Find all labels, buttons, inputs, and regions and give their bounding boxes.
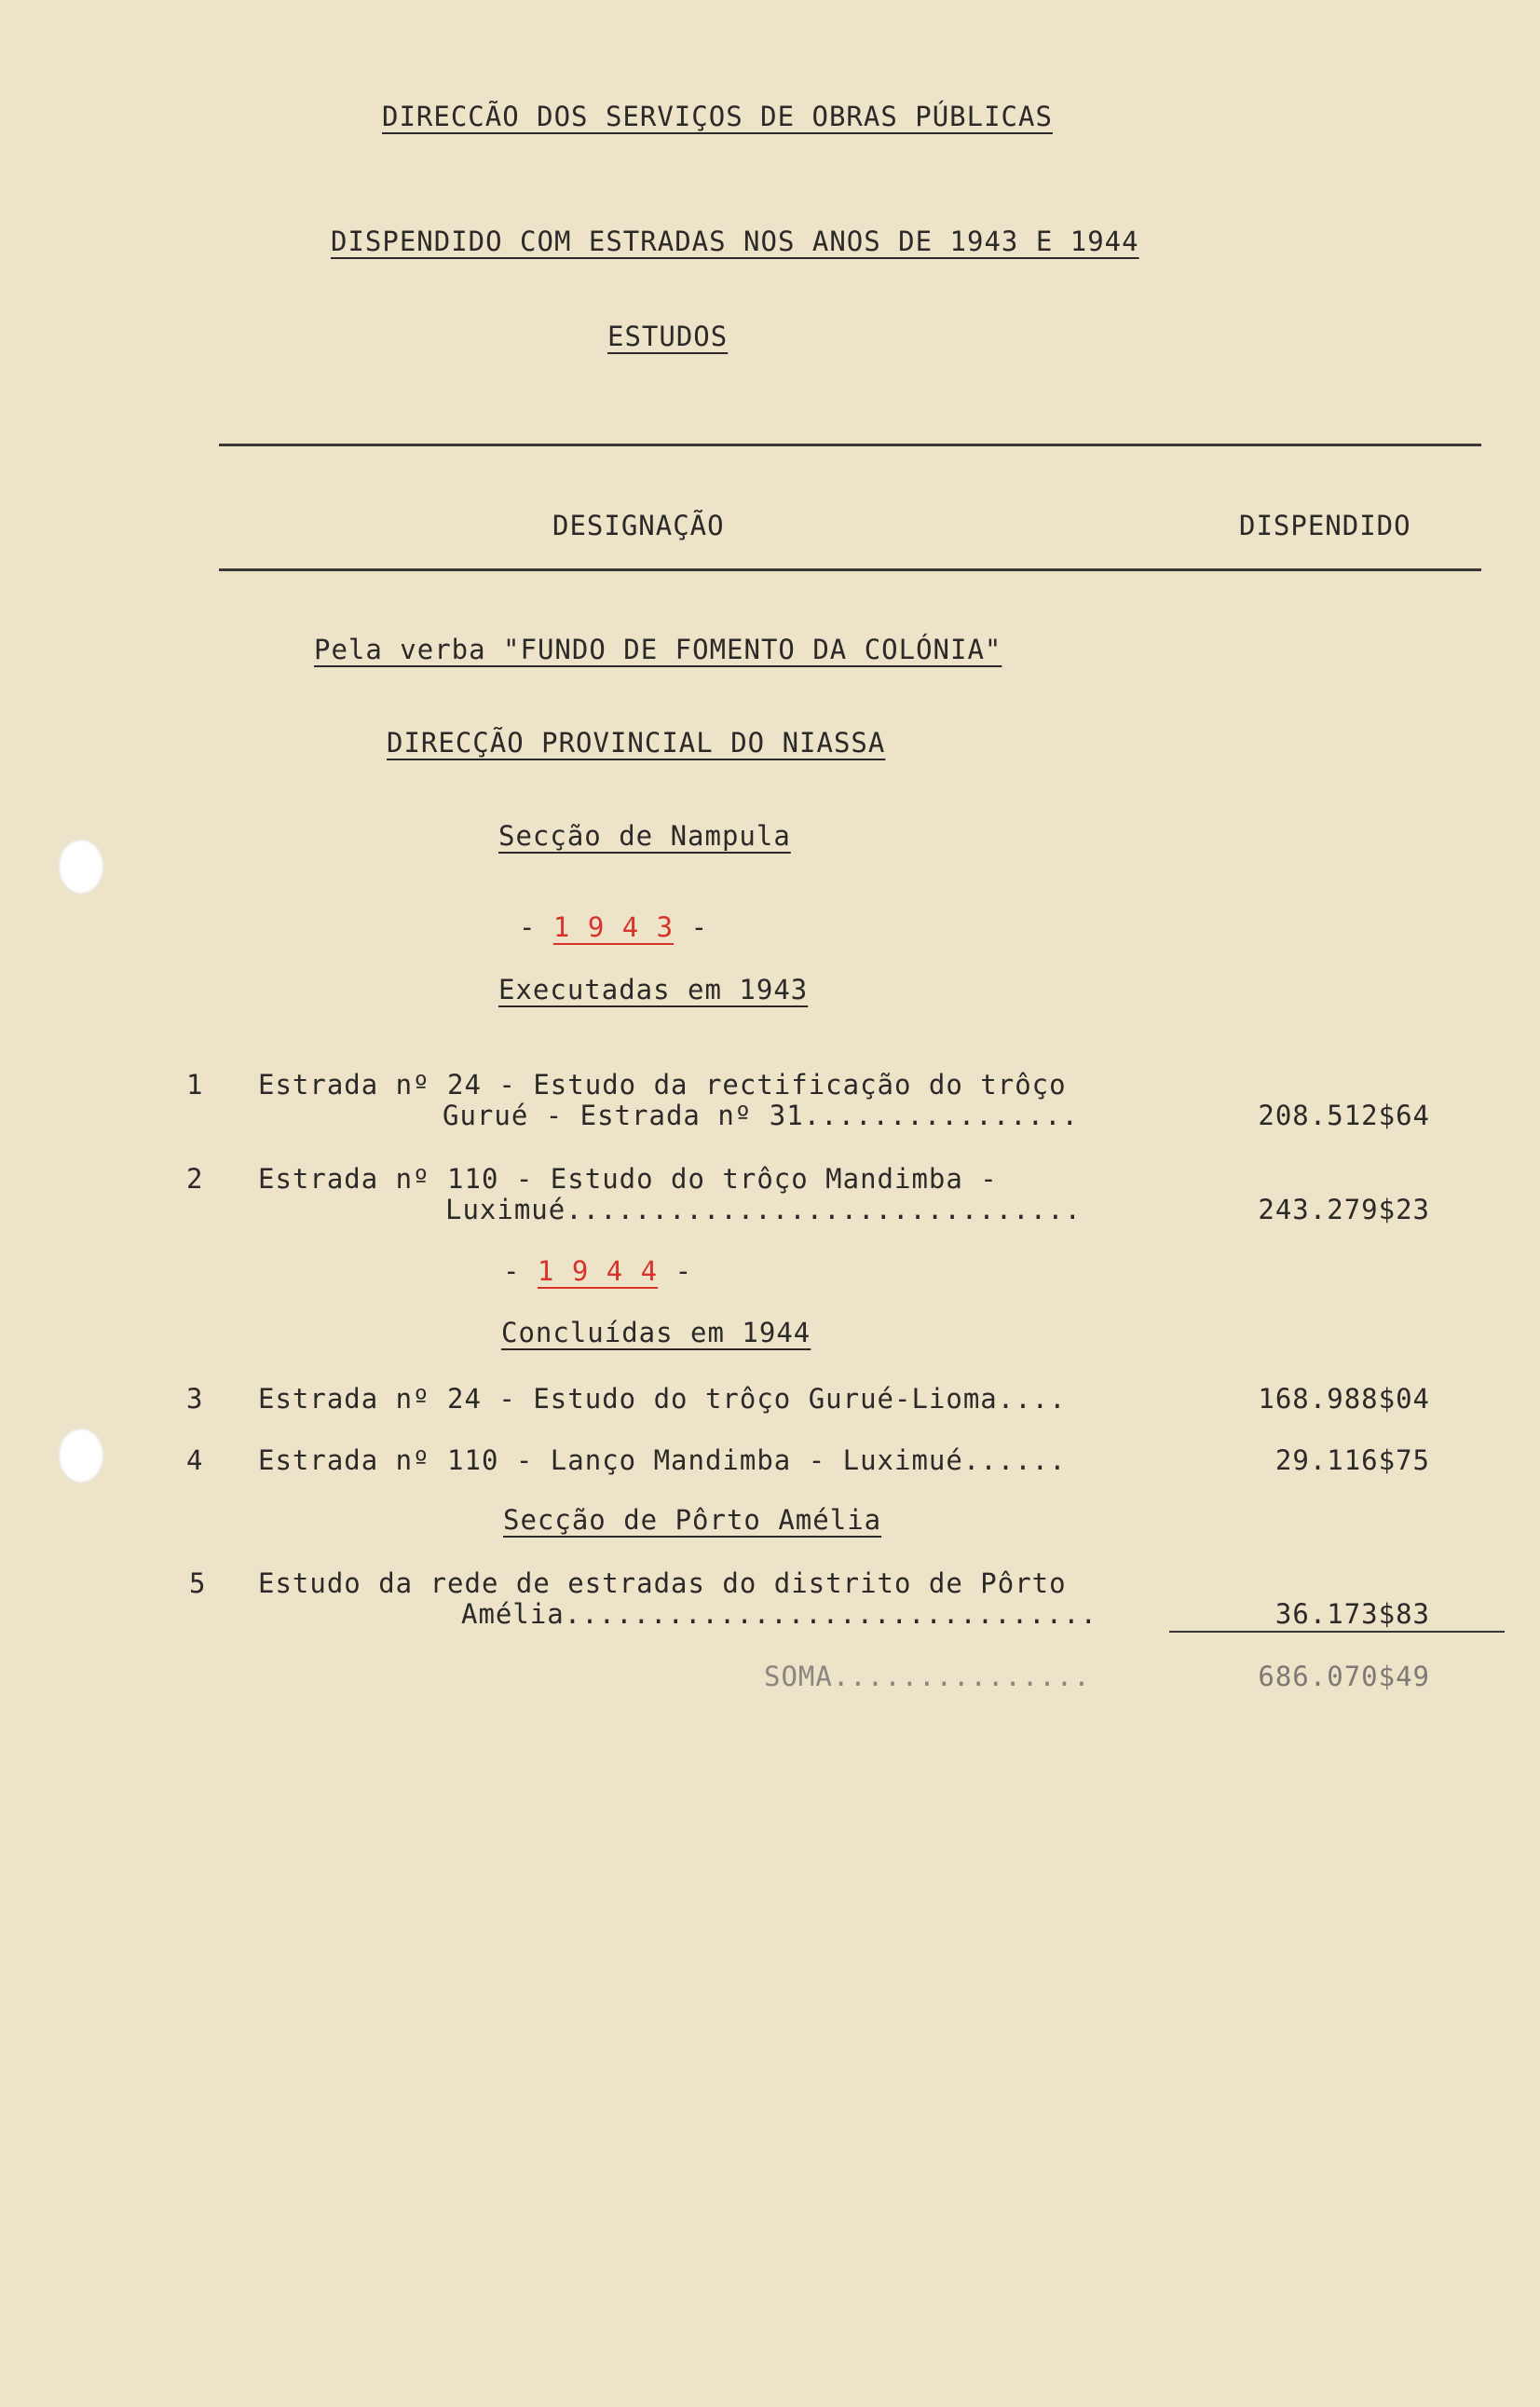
- table-header-rule: [219, 568, 1481, 571]
- entry-description-continued: Luximué..............................: [445, 1194, 1083, 1225]
- entry-amount: 168.988$04: [1258, 1383, 1430, 1415]
- year-1943: 1 9 4 3: [552, 911, 675, 943]
- section-nampula-heading: Secção de Nampula: [498, 820, 791, 852]
- document-subtitle: DISPENDIDO COM ESTRADAS NOS ANOS DE 1943 E 1944: [331, 226, 1139, 257]
- punch-hole: [58, 1428, 104, 1484]
- entry-description: Estrada nº 110 - Lanço Mandimba - Luximué......: [258, 1444, 1067, 1476]
- executed-heading: Executadas em 1943: [498, 974, 809, 1005]
- entry-number: 5: [189, 1567, 207, 1599]
- year-1943-marker: - 1 9 4 3 -: [519, 911, 709, 943]
- directorate-heading: DIRECÇÃO PROVINCIAL DO NIASSA: [387, 727, 886, 759]
- concluded-heading: Concluídas em 1944: [501, 1317, 811, 1348]
- entry-amount: 243.279$23: [1258, 1194, 1430, 1225]
- section-porto-amelia-heading: Secção de Pôrto Amélia: [503, 1504, 882, 1536]
- total-rule: [1169, 1631, 1505, 1633]
- year-1944-marker: - 1 9 4 4 -: [503, 1255, 693, 1287]
- entry-amount: 208.512$64: [1258, 1100, 1430, 1131]
- entry-description: Estrada nº 24 - Estudo do trôço Gurué-Lioma....: [258, 1383, 1067, 1415]
- entry-number: 3: [186, 1383, 204, 1415]
- entry-description: Estudo da rede de estradas do distrito de Pôrto: [258, 1567, 1067, 1599]
- entry-description-continued: Gurué - Estrada nº 31................: [443, 1100, 1080, 1131]
- year-1944: 1 9 4 4: [537, 1255, 659, 1287]
- punch-hole: [58, 839, 104, 895]
- org-heading: DIRECCÃO DOS SERVIÇOS DE OBRAS PÚBLICAS: [382, 101, 1053, 132]
- entry-amount: 29.116$75: [1274, 1444, 1430, 1476]
- fund-heading: Pela verba "FUNDO DE FOMENTO DA COLÓNIA": [314, 634, 1002, 665]
- entry-description: Estrada nº 110 - Estudo do trôço Mandimba -: [258, 1163, 998, 1195]
- total-amount: 686.070$49: [1258, 1661, 1430, 1692]
- table-top-rule: [219, 444, 1481, 446]
- section-heading: ESTUDOS: [607, 321, 729, 352]
- total-label: SOMA...............: [764, 1661, 1091, 1692]
- entry-number: 2: [186, 1163, 204, 1195]
- entry-description: Estrada nº 24 - Estudo da rectificação do trôço: [258, 1069, 1067, 1101]
- entry-number: 1: [186, 1069, 204, 1101]
- entry-amount: 36.173$83: [1274, 1598, 1430, 1630]
- entry-number: 4: [186, 1444, 204, 1476]
- entry-description-continued: Amélia...............................: [461, 1598, 1098, 1630]
- column-header-spent: DISPENDIDO: [1239, 510, 1411, 541]
- column-header-designation: DESIGNAÇÃO: [552, 510, 725, 541]
